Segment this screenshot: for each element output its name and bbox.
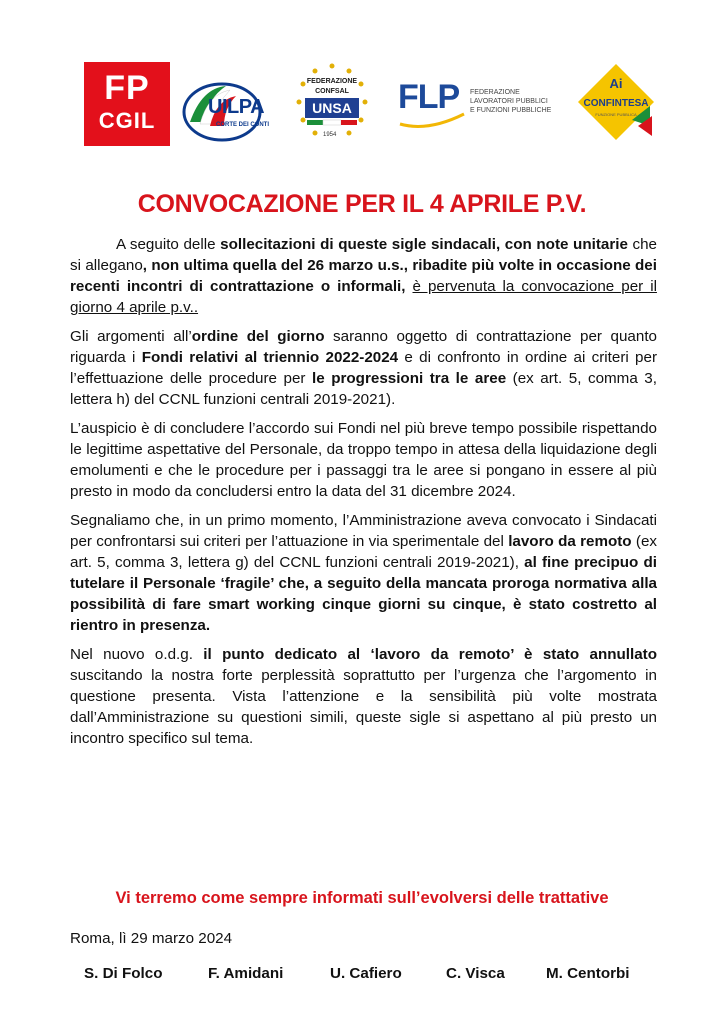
p2-bold-1: ordine del giorno: [191, 328, 325, 345]
flp-desc-line2: LAVORATORI PUBBLICI: [470, 98, 548, 105]
flp-logo-description: [470, 88, 570, 115]
p2-bold-3: le progressioni tra le aree: [312, 370, 507, 387]
fp-cgil-logo: [84, 62, 170, 146]
p2-bold-2: Fondi relativi al triennio 2022-2024: [141, 349, 399, 366]
paragraph-3: L’auspicio è di concludere l’accordo sui Fondi nel più breve tempo possibile rispettando le legittime aspettative del Personale, da troppo tempo in attesa della liquidazione degli emolumenti e che le procedure per i passaggi tra le aree si pongano in essere al più presto in modo da concludersi entro la data del 31 dicembre 2024.: [70, 420, 657, 500]
flp-logo: [398, 74, 568, 134]
p1-bold-2: , non ultima quella del 26 marzo u.s., ribadite più volte in occasione dei recenti incontri di contrattazione o informali,: [70, 257, 657, 295]
closing-statement: Vi terremo come sempre informati sull’evolversi delle trattative: [115, 889, 609, 907]
p4-bold-1: lavoro da remoto: [508, 533, 632, 550]
place-date: Roma, lì 29 marzo 2024: [70, 930, 233, 947]
confintesa-logo-text: CONFINTESA: [583, 98, 649, 109]
p2-text-4: (ex art. 5, comma 3, lettera h) del CCNL funzioni centrali 2019-2021).: [70, 370, 657, 408]
p1-text-2: che si allegano: [70, 236, 657, 274]
p5-text-2: suscitando la nostra forte perplessità soprattutto per l’urgenza che l’argomento in questione presenta. Vista l’attenzione e la sensibilità più volte mostrata dall’Amministrazione su questioni simili, queste sigle si aspettano al più presto un incontro specifico sul tema.: [70, 667, 657, 747]
p2-text-3: e di confronto in ordine ai criteri per l’effettuazione delle procedure per: [70, 349, 658, 387]
flp-desc-line1: FEDERAZIONE: [470, 89, 520, 96]
unsa-logo-year: 1954: [323, 132, 337, 138]
unsa-logo-confsal: CONFSAL: [315, 88, 349, 95]
flp-desc-line3: E FUNZIONI PUBBLICHE: [470, 107, 552, 114]
uilpa-logo-text: UILPA: [208, 96, 265, 118]
unsa-logo: [287, 60, 377, 146]
paragraph-1: [70, 234, 657, 318]
unsa-logo-name: UNSA: [305, 98, 359, 118]
flp-logo-text: FLP: [398, 78, 460, 116]
p1-bold-1: sollecitazioni di queste sigle sindacali, con note unitarie: [220, 236, 628, 253]
unsa-logo-federazione: FEDERAZIONE: [306, 78, 358, 85]
p2-text-1: Gli argomenti all’: [70, 328, 192, 345]
p1-text-1: A seguito delle: [116, 236, 221, 253]
p1-text-3: [405, 278, 412, 295]
p4-text-1: Segnaliamo che, in un primo momento, l’Amministrazione aveva convocato i Sindacati per confrontarsi sui criteri per l’attuazione in via sperimentale del: [70, 512, 657, 550]
p2-text-2: saranno oggetto di contrattazione per quanto riguarda i: [70, 328, 657, 366]
document-body: [70, 234, 657, 757]
fp-cgil-logo-line1: FP: [104, 69, 150, 107]
signature-1: S. Di Folco: [84, 965, 163, 982]
logo-bar: [84, 60, 660, 144]
confintesa-logo: [574, 60, 658, 144]
uilpa-logo-subtext: CORTE DEI CONTI: [216, 122, 270, 128]
paragraph-2: [70, 326, 657, 410]
svg-text:Ai: Ai: [609, 76, 623, 91]
p5-bold-1: il punto dedicato al ‘lavoro da remoto’ è stato annullato: [203, 646, 657, 663]
paragraph-4: [70, 510, 657, 636]
signature-2: F. Amidani: [208, 965, 284, 982]
paragraph-5: [70, 644, 657, 749]
signature-5: M. Centorbi: [546, 965, 630, 982]
p4-text-2: (ex art. 5, comma 3, lettera g) del CCNL funzioni centrali 2019-2021),: [70, 533, 658, 571]
confintesa-logo-subtext: FUNZIONE PUBBLICA: [595, 112, 637, 117]
signature-3: U. Cafiero: [330, 965, 402, 982]
uilpa-logo: [182, 78, 276, 142]
signature-4: C. Visca: [446, 965, 505, 982]
p5-text-1: Nel nuovo o.d.g.: [70, 646, 204, 663]
fp-cgil-logo-line2: CGIL: [98, 108, 156, 133]
p1-underline-1: è pervenuta la convocazione per il giorno 4 aprile p.v..: [70, 278, 657, 316]
document-title: CONVOCAZIONE PER IL 4 APRILE P.V.: [137, 190, 587, 218]
p4-bold-2: al fine precipuo di tutelare il Personale ‘fragile’ che, a seguito della mancata proroga normativa alla possibilità di fare smart working cinque giorni su cinque, è stato costretto al rientro in presenza.: [70, 554, 657, 634]
